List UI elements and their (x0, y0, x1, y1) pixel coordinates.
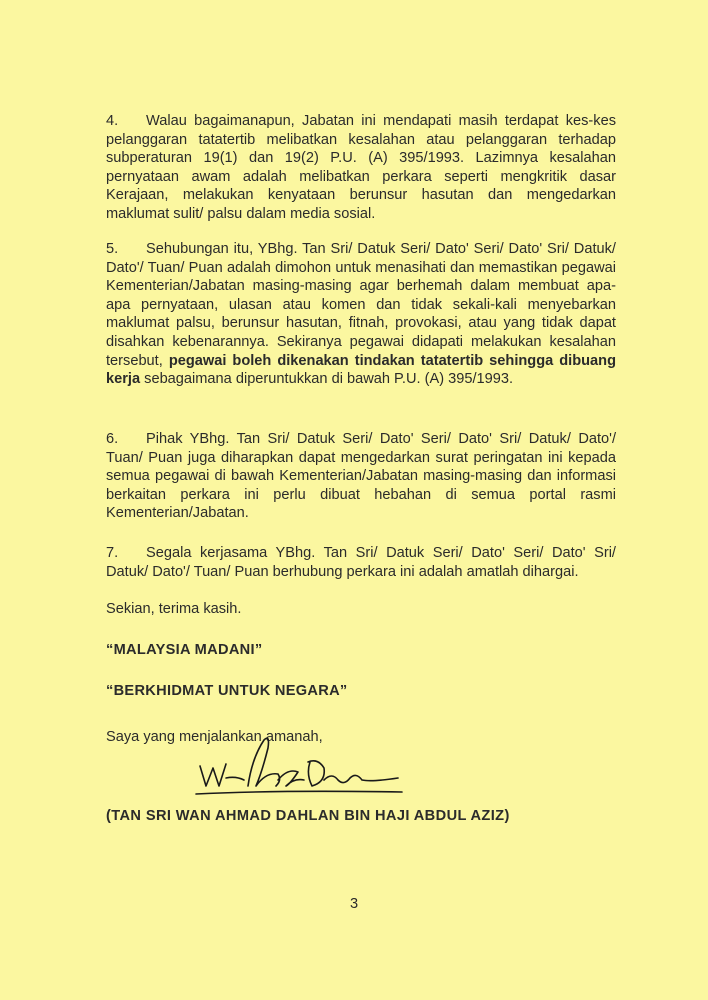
paragraph-6 (106, 430, 616, 523)
paragraph-text: Segala kerjasama YBhg. Tan Sri/ Datuk Seri/ Dato' Seri/ Dato' Sri/ Datuk/ Dato'/ Tuan/ Puan berhubung perkara ini adalah amatlah dihargai. (106, 545, 616, 580)
paragraph-4 (106, 112, 616, 224)
signature-image (186, 728, 416, 813)
page-number: 3 (349, 896, 359, 912)
signer-name: (TAN SRI WAN AHMAD DAHLAN BIN HAJI ABDUL AZIZ) (106, 808, 510, 824)
paragraph-number: 4. (106, 113, 119, 129)
paragraph-number: 6. (106, 431, 119, 447)
paragraph-number: 7. (106, 545, 119, 561)
paragraph-text: Walau bagaimanapun, Jabatan ini mendapati masih terdapat kes-kes pelanggaran tatatertib melibatkan kesalahan atau pelanggaran terhadap subperaturan 19(1) dan 19(2) P.U. (A) 395/1993. Lazimnya kesalahan pernyataan awam adalah melibatkan perkara seperti mengkritik dasar Kerajaan, melakukan kenyataan berunsur hasutan dan mengedarkan maklumat sulit/ palsu dalam media sosial. (106, 113, 616, 222)
closing-line: Sekian, terima kasih. (106, 601, 242, 617)
paragraph-text-end: sebagaimana diperuntukkan di bawah P.U. (A) 395/1993. (144, 371, 514, 388)
slogan-berkhidmat: “BERKHIDMAT UNTUK NEGARA” (106, 683, 348, 699)
trust-line: Saya yang menjalankan amanah, (106, 729, 323, 745)
paragraph-number: 5. (106, 241, 119, 257)
paragraph-7 (106, 544, 616, 581)
paragraph-bold-text: pegawai boleh dikenakan tindakan tatatertib sehingga dibuang kerja (106, 352, 616, 388)
paragraph-text: Sehubungan itu, YBhg. Tan Sri/ Datuk Seri/ Dato' Seri/ Dato' Sri/ Datuk/ Dato'/ Tuan/ Puan adalah dimohon untuk menasihati dan memastikan pegawai Kementerian/Jabatan masing-masing agar berhemah dalam membuat apa-apa pernyataan, ulasan atau komen dan tidak sekali-kali menyebarkan maklumat palsu, berunsur hasutan, fitnah, provokasi, atau yang tidak dapat disahkan kebenarannya. Sekiranya pegawai didapati melakukan kesalahan tersebut, (106, 241, 616, 369)
slogan-malaysia-madani: “MALAYSIA MADANI” (106, 642, 263, 658)
paragraph-text: Pihak YBhg. Tan Sri/ Datuk Seri/ Dato' Seri/ Dato' Sri/ Datuk/ Dato'/ Tuan/ Puan juga diharapkan dapat mengedarkan surat peringatan ini kepada semua pegawai di bawah Kementerian/Jabatan masing-masing dan informasi berkaitan perkara ini perlu dibuat hebahan di semua portal rasmi Kementerian/Jabatan. (106, 431, 616, 522)
paragraph-5 (106, 240, 616, 389)
